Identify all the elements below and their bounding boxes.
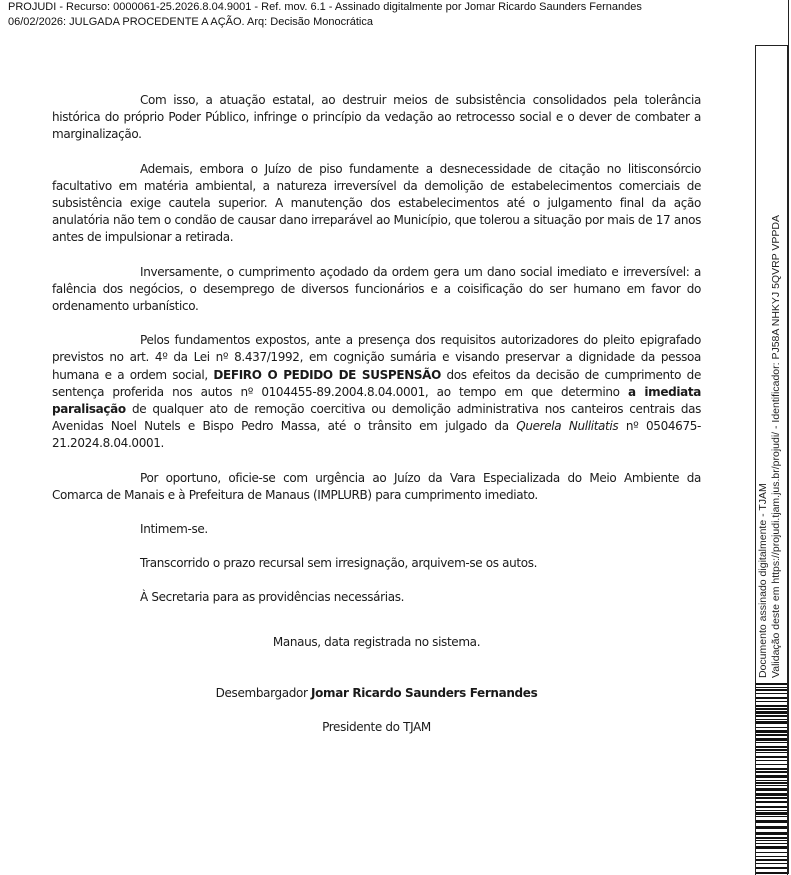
header-line-status: 06/02/2026: JULGADA PROCEDENTE A AÇÃO. Arq: Decisão Monocrática [8, 16, 373, 28]
margin-divider [788, 0, 789, 874]
signature-line [52, 685, 701, 702]
dispositivo-text-1: Pelos fundamentos expostos, ante a presença dos requisitos autorizadores do pleito epigrafado previstos no art. 4º da Lei nº 8.437/1992, em cognição sumária e visando preservar a dignidade da pessoa humana e a ordem social, [52, 333, 701, 382]
stamp-line-signed: Documento assinado digitalmente - TJAM [757, 483, 769, 678]
paragraph-inversamente: Inversamente, o cumprimento açodado da ordem gera um dano social imediato e irreversível: a falência dos negócios, o desemprego de diversos funcionários e a coisificação do ser humano em favor do ordenamento urbanístico. [52, 264, 701, 314]
stamp-line-validation: Validação deste em https://projudi.tjam.jus.br/projudi/ - Identificador: PJ58A NHKYJ 5QVRP VPPDA [769, 215, 782, 678]
dispositivo-text-3: de qualquer ato de remoção coercitiva ou demolição administrativa nos canteiros centrais das Avenidas Noel Nutels e Bispo Pedro Massa, até o trânsito em julgado da [52, 402, 701, 434]
dispositivo-text-4: nº 0504675-21.2024.8.04.0001. [52, 419, 701, 451]
paragraph-oficie-se: Por oportuno, oficie-se com urgência ao Juízo da Vara Especializada do Meio Ambiente da Comarca de Manais e à Prefeitura de Manaus (IMPLURB) para cumprimento imediato. [52, 470, 701, 502]
header-line-recurso: PROJUDI - Recurso: 0000061-25.2026.8.04.9001 - Ref. mov. 6.1 - Assinado digitalmente por Jomar Ricardo Saunders Fernandes [8, 1, 642, 13]
digital-signature-stamp [755, 45, 788, 875]
document-body [52, 92, 701, 736]
document-header [8, 0, 642, 30]
stamp-text-area [756, 46, 787, 682]
paragraph-intimem: Intimem-se. [140, 522, 208, 537]
dispositivo-text-2: dos efeitos da decisão de cumprimento de sentença proferida nos autos nº 0104455-89.2004.8.04.0001, ao tempo em que determino [52, 367, 701, 399]
paragraph-dispositivo [52, 332, 701, 452]
paragraph-secretaria: À Secretaria para as providências necessárias. [140, 590, 405, 605]
dispositivo-italic-querela: Querela Nullitatis [516, 419, 619, 434]
stamp-rotated-text [757, 46, 782, 682]
barcode-icon [756, 683, 787, 875]
paragraph-transcorrido: Transcorrido o prazo recursal sem irresignação, arquivem-se os autos. [140, 556, 538, 571]
signer-role: Presidente do TJAM [322, 720, 431, 735]
paragraph-atuacao-estatal: Com isso, a atuação estatal, ao destruir meios de subsistência consolidados pela tolerância histórica do próprio Poder Público, infringe o princípio da vedação ao retrocesso social e o dever de combater a marginalização. [52, 93, 701, 142]
dispositivo-bold-defiro: DEFIRO O PEDIDO DE SUSPENSÃO [213, 367, 441, 382]
local-data: Manaus, data registrada no sistema. [272, 634, 481, 649]
dispositivo-bold-paralisacao: a imediata paralisação [52, 384, 701, 417]
signer-title: Desembargador [215, 685, 312, 700]
signer-name: Jomar Ricardo Saunders Fernandes [311, 685, 538, 700]
paragraph-ademais: Ademais, embora o Juízo de piso fundamente a desnecessidade de citação no litisconsórcio facultativo em matéria ambiental, a natureza irreversível da demolição de estabelecimentos comerciais de subsistência exige cautela superior. A manutenção dos estabelecimentos até o julgamento final da ação anulatória não tem o condão de causar dano irreparável ao Município, que tolerou a situação por mais de 17 anos antes de impulsionar a retirada. [52, 161, 701, 245]
